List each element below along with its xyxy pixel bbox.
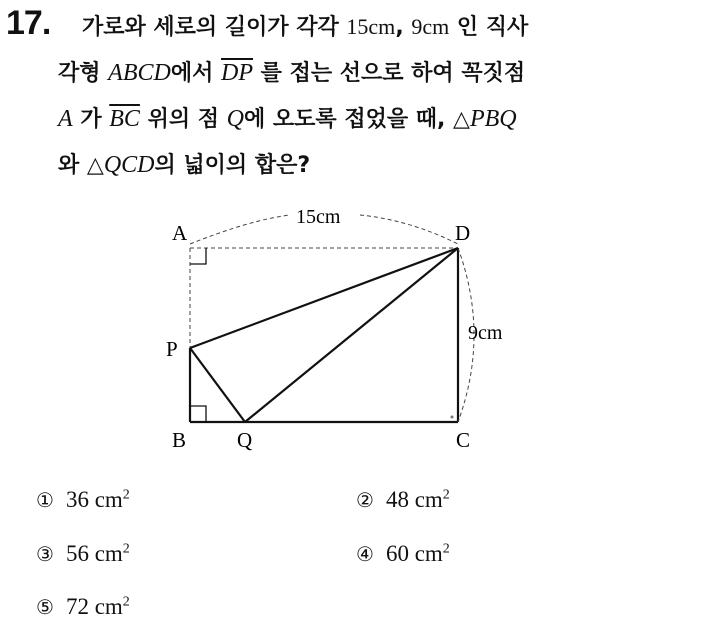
right-angle-a xyxy=(190,248,206,264)
width-brace-right xyxy=(360,215,458,244)
label-q: Q xyxy=(237,428,253,452)
option-4[interactable]: ④ 60 $cm^2$ xyxy=(356,541,450,566)
width-brace-left xyxy=(190,215,290,244)
label-a: A xyxy=(172,221,188,245)
segment-bc: $\overline{BC}$ xyxy=(109,106,140,132)
width-label: 15cm xyxy=(296,206,341,228)
question-number: 17. xyxy=(6,4,51,42)
question-line-4: 와 △QCD의 넓이의 합은? xyxy=(58,152,311,178)
question-line-1: 가로와 세로의 길이가 각각 15cm, 9cm 인 직사 xyxy=(82,14,529,40)
right-angle-b xyxy=(190,406,206,422)
option-1[interactable]: ① 36 $cm^2$ xyxy=(36,487,130,512)
option-3[interactable]: ③ 56 $cm^2$ xyxy=(36,541,130,566)
label-d: D xyxy=(455,221,471,245)
segment-pd xyxy=(190,248,458,348)
question-line-3: A 가 $\overline{BC}$ 위의 점 Q에 오도록 접었을 때, △PBQ xyxy=(58,106,517,132)
segment-dp: $\overline{DP}$ xyxy=(221,60,254,86)
height-label: 9cm xyxy=(468,322,503,344)
label-c: C xyxy=(456,428,471,452)
rect-name: ABCD xyxy=(108,60,171,86)
label-b: B xyxy=(172,428,187,452)
option-5[interactable]: ⑤ 72 $cm^2$ xyxy=(36,594,130,619)
folding-diagram xyxy=(150,190,530,460)
label-p: P xyxy=(166,337,178,361)
segment-qd xyxy=(245,248,458,422)
option-2[interactable]: ② 48 $cm^2$ xyxy=(356,487,450,512)
question-line-2: 각형 ABCD에서 $\overline{DP}$ 를 접는 선으로 하여 꼭짓점 xyxy=(58,60,526,86)
segment-pq xyxy=(190,348,245,422)
right-angle-c xyxy=(451,416,454,419)
